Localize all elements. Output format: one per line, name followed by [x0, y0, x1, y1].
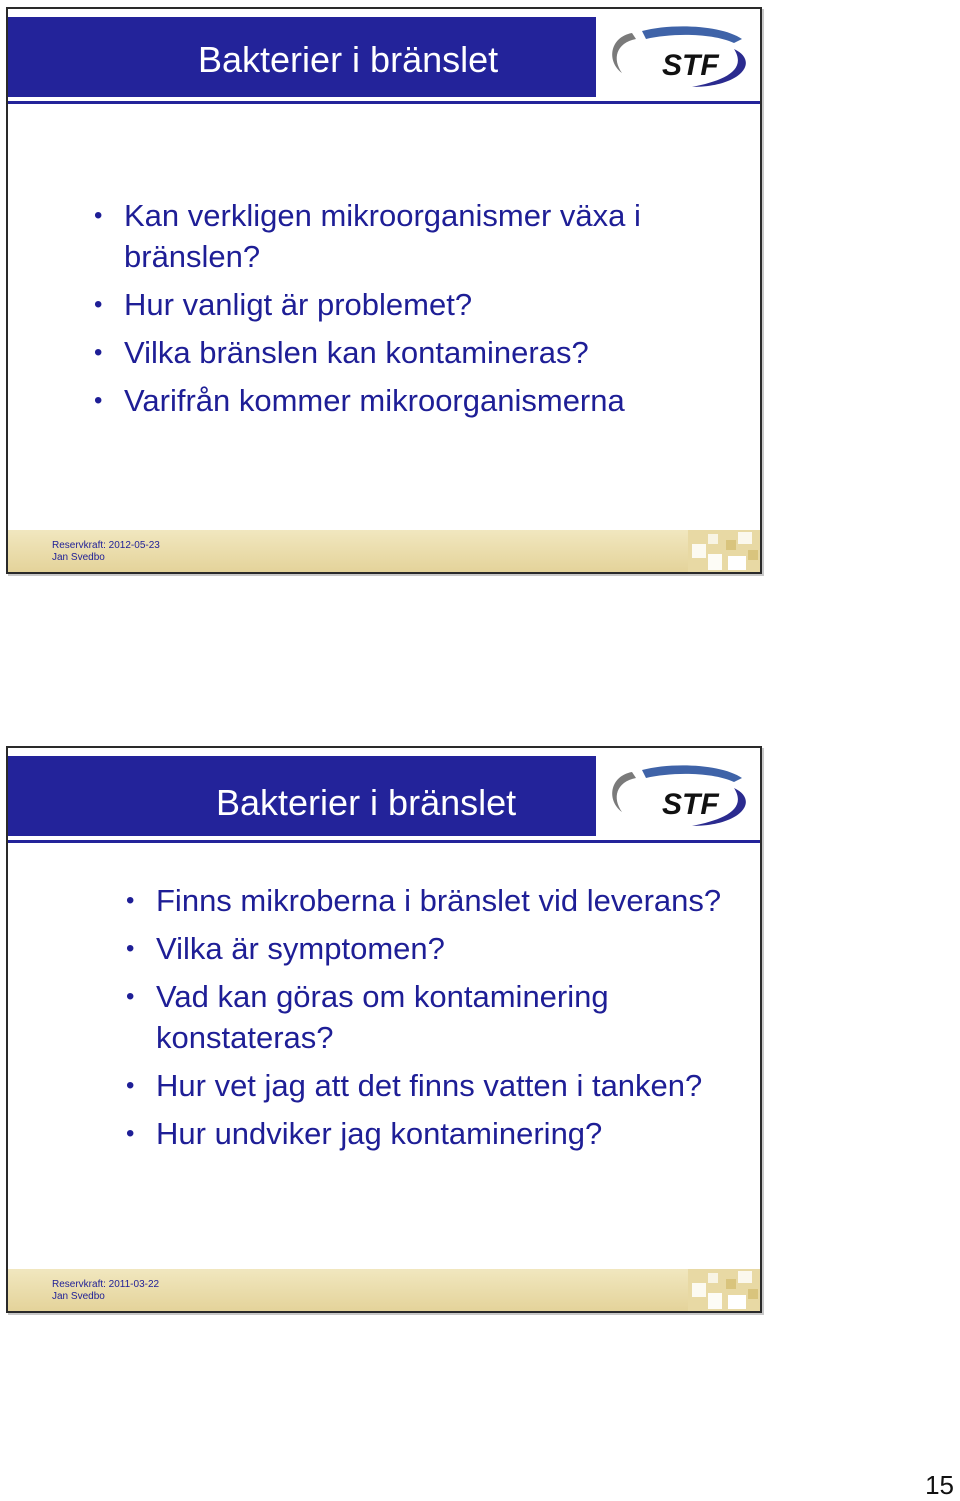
list-item: • Varifrån kommer mikroorganismerna [94, 380, 714, 421]
list-item: • Kan verkligen mikroorganismer växa i bränslen? [94, 195, 714, 277]
footer-date: Reservkraft: 2011-03-22 [52, 1279, 160, 1290]
slide-title: Bakterier i bränslet [198, 39, 499, 80]
bullet-dot-icon: • [94, 202, 103, 229]
stf-logo-icon [602, 21, 758, 93]
list-item: • Hur vet jag att det finns vatten i tanken? [126, 1065, 726, 1106]
slide-header [8, 748, 760, 844]
slide-footer [8, 1269, 760, 1311]
slide-title: Bakterier i bränslet [216, 782, 517, 823]
stf-logo-icon [602, 760, 758, 832]
bullet-list [94, 195, 714, 428]
bullet-dot-icon: • [94, 339, 103, 366]
page-number: 15 [925, 1470, 954, 1500]
bullet-dot-icon: • [126, 887, 135, 914]
list-item: • Vilka bränslen kan kontamineras? [94, 332, 714, 373]
list-item: • Hur vanligt är problemet? [94, 284, 714, 325]
list-item: • Vilka är symptomen? [126, 928, 726, 969]
list-item: • Finns mikroberna i bränslet vid leverans? [126, 880, 726, 921]
slide-header [8, 9, 760, 105]
logo-text: STF [662, 49, 719, 82]
bullet-dot-icon: • [126, 1072, 135, 1099]
header-rule [8, 840, 760, 843]
bullet-dot-icon: • [126, 983, 135, 1010]
bullet-dot-icon: • [94, 387, 103, 414]
bullet-dot-icon: • [126, 935, 135, 962]
footer-author: Jan Svedbo [52, 1291, 105, 1302]
slide-2 [6, 746, 762, 1313]
logo-text: STF [662, 788, 719, 821]
bullet-list [126, 880, 726, 1161]
footer-square-pattern-icon [688, 530, 760, 572]
footer-date: Reservkraft: 2012-05-23 [52, 540, 160, 551]
footer-author: Jan Svedbo [52, 552, 105, 563]
bullet-dot-icon: • [126, 1120, 135, 1147]
slide-footer [8, 530, 760, 572]
header-rule [8, 101, 760, 104]
slide-1 [6, 7, 762, 574]
list-item: • Vad kan göras om kontaminering konstateras? [126, 976, 726, 1058]
bullet-dot-icon: • [94, 291, 103, 318]
list-item: • Hur undviker jag kontaminering? [126, 1113, 726, 1154]
footer-square-pattern-icon [688, 1269, 760, 1311]
